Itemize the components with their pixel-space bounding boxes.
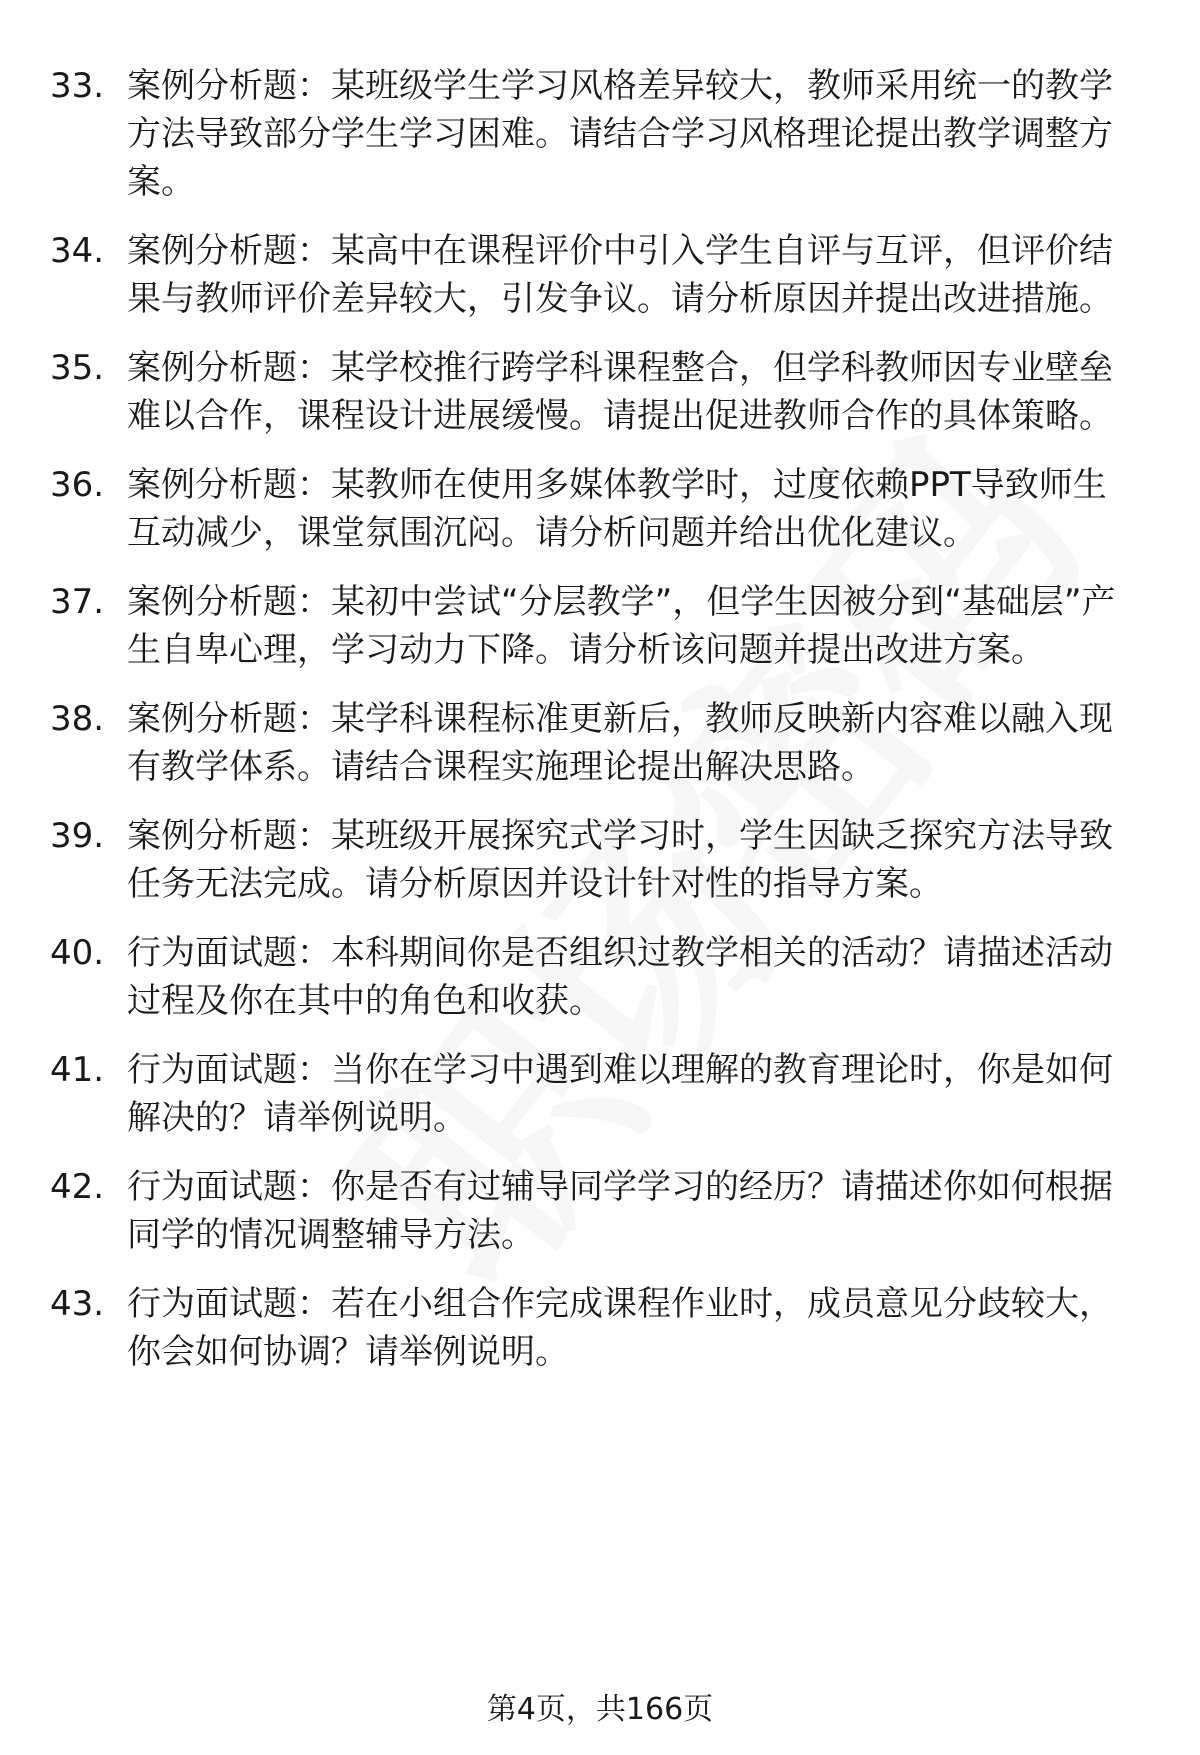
- question-item-42: [0, 1163, 1135, 1259]
- question-text: 案例分析题：某教师在使用多媒体教学时，过度依赖PPT导致师生互动减少，课堂氛围沉闷。请分析问题并给出优化建议。: [127, 465, 1107, 553]
- question-number: 41.: [50, 1050, 105, 1090]
- question-item-40: [0, 929, 1135, 1025]
- question-text: 案例分析题：某高中在课程评价中引入学生自评与互评，但评价结果与教师评价差异较大，引发争议。请分析原因并提出改进措施。: [127, 231, 1113, 319]
- question-text: 行为面试题：当你在学习中遇到难以理解的教育理论时，你是如何解决的？请举例说明。: [127, 1050, 1113, 1138]
- question-text: 案例分析题：某初中尝试“分层教学”，但学生因被分到“基础层”产生自卑心理，学习动力下降。请分析该问题并提出改进方案。: [127, 582, 1116, 670]
- question-item-43: [0, 1280, 1135, 1376]
- question-number: 37.: [50, 582, 105, 622]
- question-number: 38.: [50, 699, 105, 739]
- question-item-34: [0, 227, 1135, 323]
- question-text: 行为面试题：本科期间你是否组织过教学相关的活动？请描述活动过程及你在其中的角色和收获。: [127, 933, 1113, 1021]
- question-list: [0, 62, 1200, 1397]
- question-text: 行为面试题：你是否有过辅导同学学习的经历？请描述你如何根据同学的情况调整辅导方法。: [127, 1167, 1113, 1255]
- question-number: 34.: [50, 231, 105, 271]
- question-text: 行为面试题：若在小组合作完成课程作业时，成员意见分歧较大，你会如何协调？请举例说明。: [127, 1284, 1113, 1372]
- question-item-37: [0, 578, 1135, 674]
- question-text: 案例分析题：某学科课程标准更新后，教师反映新内容难以融入现有教学体系。请结合课程实施理论提出解决思路。: [127, 699, 1113, 787]
- question-item-41: [0, 1046, 1135, 1142]
- question-number: 42.: [50, 1167, 105, 1207]
- question-text: 案例分析题：某班级学生学习风格差异较大，教师采用统一的教学方法导致部分学生学习困难。请结合学习风格理论提出教学调整方案。: [127, 66, 1113, 202]
- question-number: 39.: [50, 816, 105, 856]
- question-item-33: [0, 62, 1135, 206]
- page-footer: 第4页，共166页: [486, 1692, 714, 1727]
- question-item-38: [0, 695, 1135, 791]
- question-item-39: [0, 812, 1135, 908]
- question-number: 40.: [50, 933, 105, 973]
- question-item-36: [0, 461, 1135, 557]
- question-item-35: [0, 344, 1135, 440]
- question-number: 36.: [50, 465, 105, 505]
- question-number: 43.: [50, 1284, 105, 1324]
- question-text: 案例分析题：某班级开展探究式学习时，学生因缺乏探究方法导致任务无法完成。请分析原因并设计针对性的指导方案。: [127, 816, 1113, 904]
- question-number: 35.: [50, 348, 105, 388]
- question-text: 案例分析题：某学校推行跨学科课程整合，但学科教师因专业壁垒难以合作，课程设计进展缓慢。请提出促进教师合作的具体策略。: [127, 348, 1113, 436]
- question-number: 33.: [50, 66, 105, 106]
